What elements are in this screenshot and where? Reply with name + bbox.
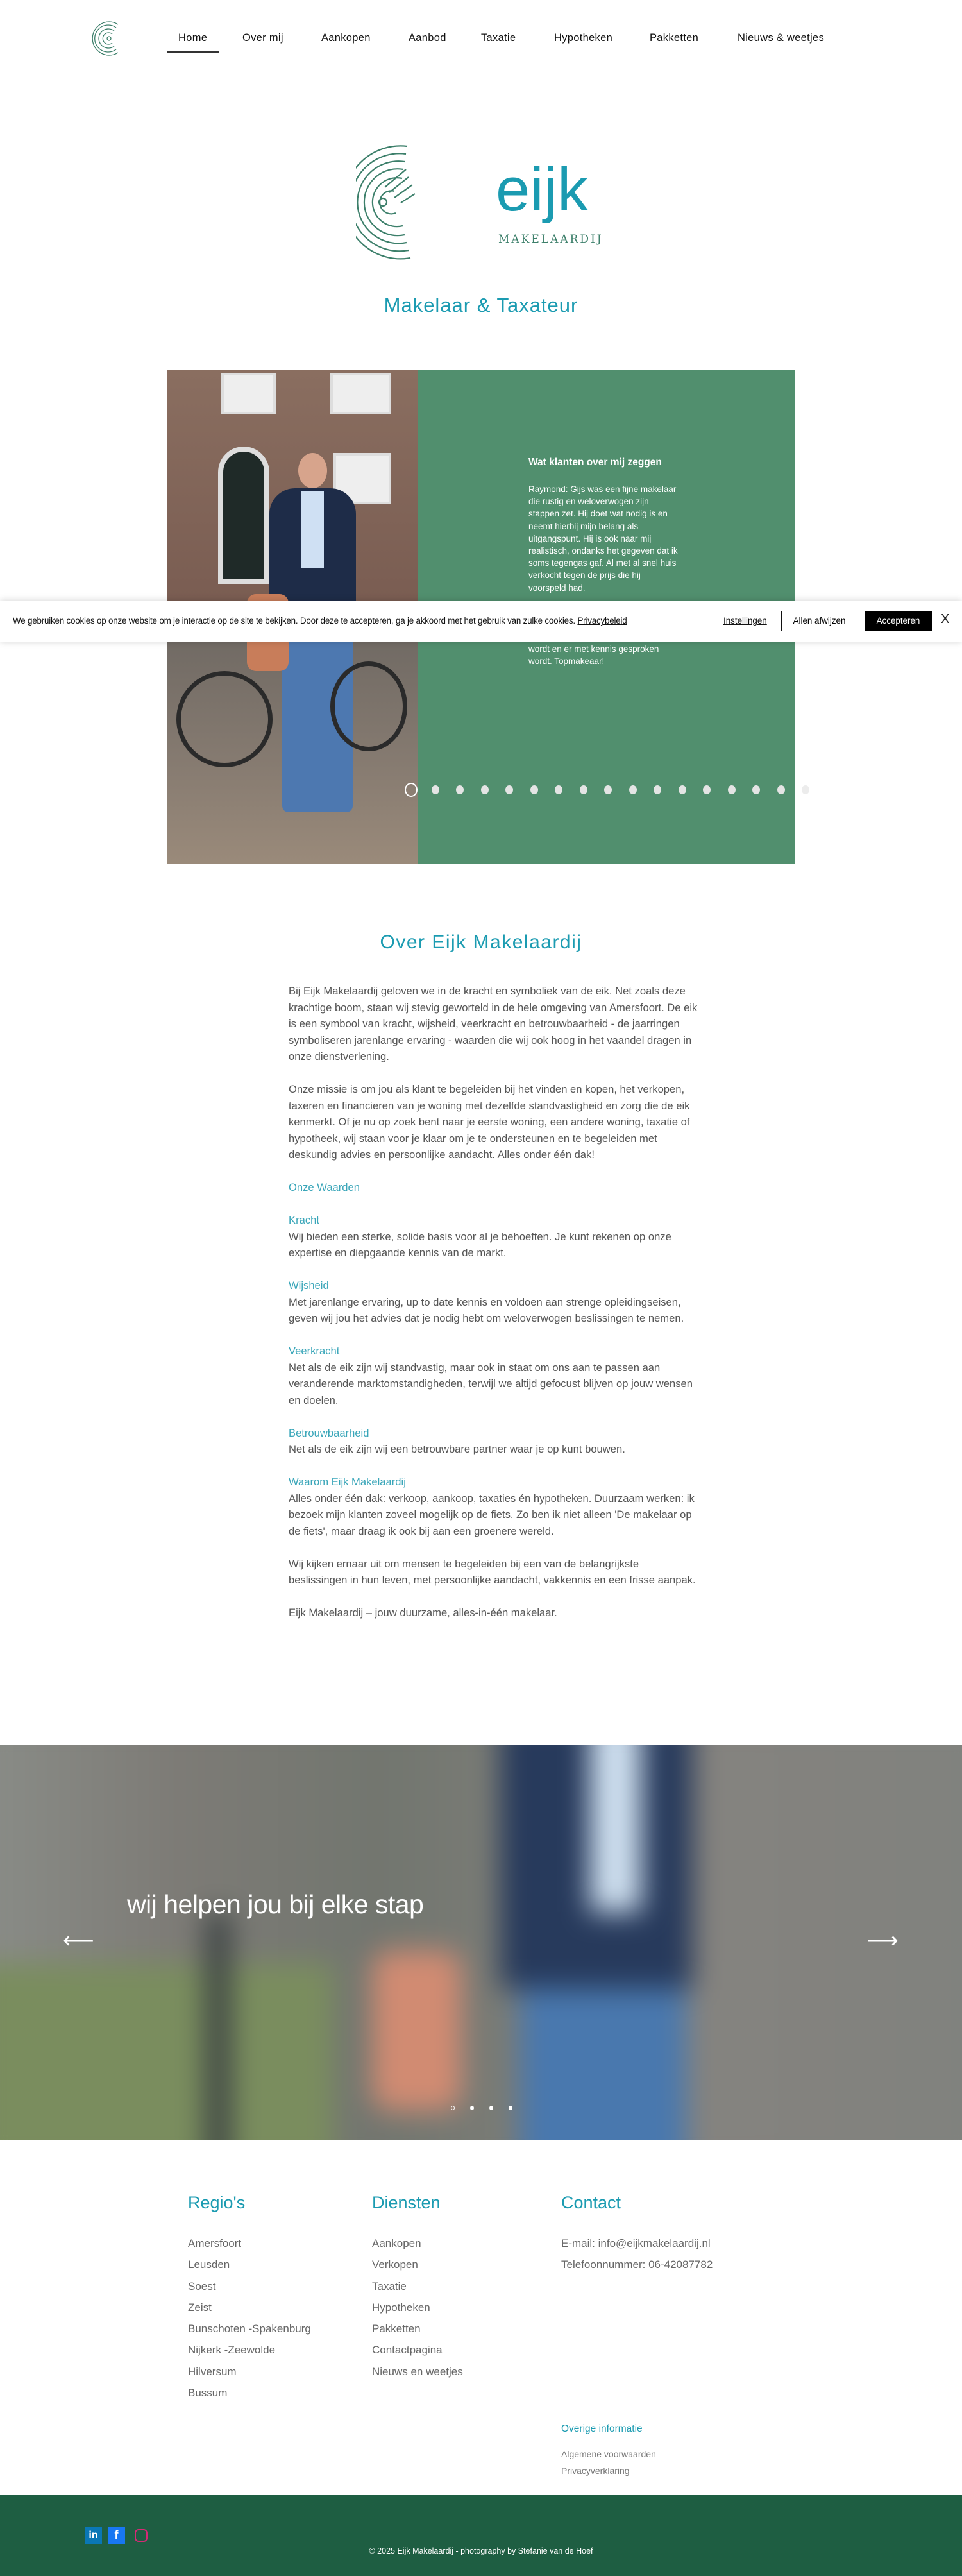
slide-dot[interactable] [802,785,809,794]
value-title: Kracht [289,1214,319,1226]
slide-dot[interactable] [629,785,637,794]
slide-dot[interactable] [505,785,513,794]
hero-prev-arrow-icon[interactable]: ⟵ [63,1929,94,1953]
slide-dot[interactable] [654,785,661,794]
copyright: © 2025 Eijk Makelaardij - photography by Stefanie van de Hoef [369,2546,593,2555]
footer-contact-title: Contact [561,2193,621,2212]
slide-dot[interactable] [405,783,418,797]
value-title: Veerkracht [289,1345,340,1357]
nav-item-home[interactable]: Home [178,32,208,44]
region-link[interactable]: Zeist [188,2301,212,2314]
privacy-statement-link[interactable]: Privacyverklaring [561,2466,630,2476]
about-text [289,983,699,1621]
nav-item-pakketten[interactable]: Pakketten [650,32,699,44]
hero-headline: wij helpen jou bij elke stap [127,1889,424,1919]
value-title: Betrouwbaarheid [289,1426,369,1439]
slide-dot[interactable] [777,785,785,794]
slide-dot[interactable] [604,785,612,794]
terms-link[interactable]: Algemene voorwaarden [561,2449,656,2459]
service-link[interactable]: Aankopen [372,2237,421,2249]
linkedin-icon[interactable]: in [85,2527,102,2544]
brand-wordmark: eijk [496,155,589,224]
service-link[interactable]: Taxatie [372,2280,407,2292]
testimonial-text-bottom: wordt en er met kennis gesproken wordt. Topmakeaar! [528,644,659,667]
region-link[interactable]: Amersfoort [188,2237,242,2249]
nav-item-over-mij[interactable]: Over mij [242,32,283,44]
why-heading: Waarom Eijk Makelaardij [289,1476,406,1488]
about-paragraph: Bij Eijk Makelaardij geloven we in de kracht en symboliek van de eik. Net zoals deze krachtige boom, staan wij stevig geworteld in de hele omgeving van Amersfoort. De eik is een symbool van kracht, wijsheid, veerkracht en betrouwbaarheid - de jaarringen symboliseren jarenlange ervaring - waarden die wij ook hoog in het vaandel dragen in onze dienstverlening. [289,985,698,1062]
nav-item-aanbod[interactable]: Aanbod [409,32,446,44]
value-text: Net als de eik zijn wij een betrouwbare partner waar je op kunt bouwen. [289,1443,625,1455]
why-text: Alles onder één dak: verkoop, aankoop, taxaties én hypotheken. Duurzaam werken: ik bezoek mijn klanten zoveel mogelijk op de fiets. Zo ben ik niet alleen 'De makelaar op de fiets', maar draag ik ook bij aan een groenere wereld. [289,1492,695,1537]
slide-dot[interactable] [456,785,464,794]
hero-background-image [0,1745,962,2140]
hero-slide-dot[interactable] [509,2106,512,2110]
cookie-settings-button[interactable]: Instellingen [723,616,767,626]
nav-item-taxatie[interactable]: Taxatie [481,32,516,44]
nav-item-hypotheken[interactable]: Hypotheken [554,32,613,44]
other-info-links [561,2446,656,2479]
footer-regios-title: Regio's [188,2193,246,2212]
value-text: Met jarenlange ervaring, up to date kennis en voldoen aan strenge opleidingseisen, geven wij jou het advies dat je nodig hebt om weloverwogen beslissingen te nemen. [289,1295,684,1324]
cookie-banner [0,601,962,642]
footer-diensten-title: Diensten [372,2193,441,2212]
hero-next-arrow-icon[interactable]: ⟶ [867,1929,899,1953]
close-icon[interactable]: X [941,612,950,626]
about-paragraph: Eijk Makelaardij – jouw duurzame, alles-in-één makelaar. [289,1607,557,1619]
tagline: Makelaar & Taxateur [384,294,578,316]
value-title: Wijsheid [289,1279,329,1292]
slide-dot[interactable] [481,785,489,794]
region-link[interactable]: Hilversum [188,2365,237,2378]
region-link[interactable]: Bussum [188,2387,228,2400]
slide-dot[interactable] [752,785,760,794]
instagram-icon[interactable] [135,2529,148,2542]
nav-item-nieuws-weetjes[interactable]: Nieuws & weetjes [738,32,825,44]
about-paragraph: Onze missie is om jou als klant te begeleiden bij het vinden en kopen, het verkopen, taxeren en financieren van je woning met dezelfde standvastigheid en zorg die de eik kenmerkt. Of je nu op zoek bent naar je eerste woning, een andere woning, taxatie of hypotheek, wij staan voor je klaar om je te ondersteunen en te begeleiden met deskundig advies en persoonlijke aandacht. Alles onder één dak! [289,1083,690,1161]
nav-item-aankopen[interactable]: Aankopen [321,32,371,44]
hero-slide-dot[interactable] [451,2106,455,2110]
service-link[interactable]: Contactpagina [372,2344,443,2357]
privacy-policy-link[interactable]: Privacybeleid [577,616,627,626]
value-text: Net als de eik zijn wij standvastig, maar ook in staat om ons aan te passen aan veranderende marktomstandigheden, terwijl we altijd gefocust blijven op jouw wensen en doelen. [289,1361,693,1406]
cookie-accept-button[interactable]: Accepteren [865,611,932,631]
cookie-reject-button[interactable]: Allen afwijzen [781,611,857,631]
slide-dot[interactable] [728,785,736,794]
region-link[interactable]: Bunschoten -Spakenburg [188,2323,311,2335]
slide-dot[interactable] [555,785,562,794]
testimonial-heading: Wat klanten over mij zeggen [528,457,662,468]
brand-logo [356,141,625,263]
facebook-icon[interactable]: f [108,2527,125,2544]
header-nav [0,0,962,83]
footer-contact-list [561,2233,713,2276]
brand-subtitle: MAKELAARDIJ [498,233,603,246]
other-info-title: Overige informatie [561,2423,643,2434]
cookie-message: We gebruiken cookies op onze website om je interactie op de site te bekijken. Door deze te accepteren, ga je akkoord met het gebruik van zulke cookies. [13,616,575,626]
about-paragraph: Wij kijken ernaar uit om mensen te begeleiden bij een van de belangrijkste beslissingen in hun leven, met persoonlijke aandacht, vakkennis en een frisse aanpak. [289,1557,696,1586]
slide-dot[interactable] [580,785,587,794]
testimonial-text-top: Raymond: Gijs was een fijne makelaar die rustig en weloverwogen zijn stappen zet. Hij doet wat nodig is en neemt hierbij mijn belang als uitgangspunt. Hij is ook naar mij realistisch, ondanks het gegeven dat ik soms tegengas gaf. Al met al snel huis verkocht tegen de prijs die hij voorspeld had. [528,484,678,593]
logo-icon[interactable] [90,19,128,58]
contact-phone[interactable]: Telefoonnummer: 06-42087782 [561,2258,713,2271]
slide-dot[interactable] [530,785,538,794]
service-link[interactable]: Verkopen [372,2258,418,2271]
hero-slide-dot[interactable] [470,2106,474,2110]
region-link[interactable]: Soest [188,2280,216,2292]
footer-regios-list [188,2233,311,2403]
region-link[interactable]: Leusden [188,2258,230,2271]
hero-slide-dot[interactable] [489,2106,493,2110]
service-link[interactable]: Hypotheken [372,2301,430,2314]
cookie-text [13,616,627,626]
hero-slideshow [0,1745,962,2140]
region-link[interactable]: Nijkerk -Zeewolde [188,2344,276,2357]
service-link[interactable]: Pakketten [372,2323,421,2335]
about-title: Over Eijk Makelaardij [380,932,582,953]
footer-diensten-list [372,2233,463,2382]
values-heading: Onze Waarden [289,1181,360,1193]
slide-dot[interactable] [432,785,439,794]
contact-email[interactable]: E-mail: info@eijkmakelaardij.nl [561,2237,711,2249]
value-text: Wij bieden een sterke, solide basis voor al je behoeften. Je kunt rekenen op onze expertise en diepgaande kennis van de markt. [289,1230,671,1259]
slide-dot[interactable] [679,785,686,794]
service-link[interactable]: Nieuws en weetjes [372,2365,463,2378]
slide-dot[interactable] [703,785,711,794]
